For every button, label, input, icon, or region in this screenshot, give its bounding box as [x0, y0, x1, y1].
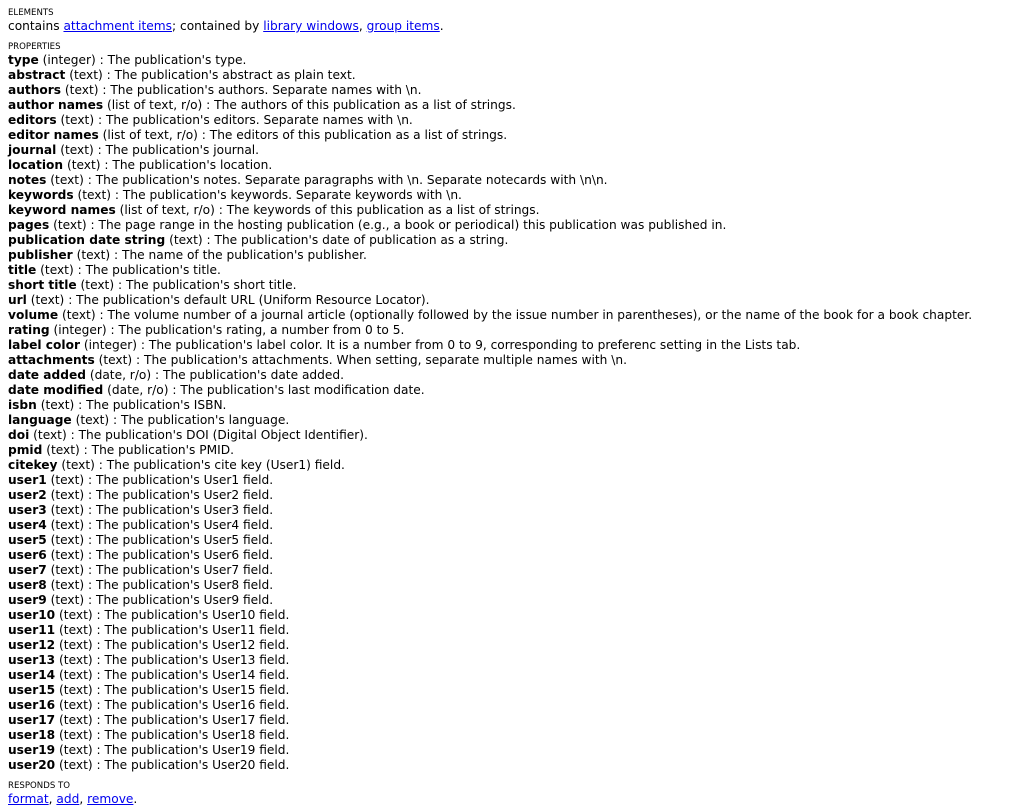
property-description: : The publication's User18 field. [92, 728, 290, 742]
contained-by-text: ; contained by [172, 19, 264, 33]
property-type: (list of text, r/o) [107, 98, 203, 112]
property-type: (text) [50, 488, 85, 502]
property-description: : The publication's PMID. [79, 443, 234, 457]
group-items-link[interactable]: group items [366, 19, 440, 33]
property-type: (text) [59, 713, 93, 727]
property-row [8, 428, 1032, 443]
property-type: (text) [46, 443, 80, 457]
property-type: (text) [59, 608, 93, 622]
property-description: : The publication's User15 field. [92, 683, 290, 697]
property-name: authors [8, 83, 62, 97]
property-name: keywords [8, 188, 74, 202]
property-row [8, 173, 1032, 188]
property-description: : The publication's editors. Separate names with \n. [94, 113, 413, 127]
elements-end: . [439, 19, 444, 33]
property-type: (text) [59, 623, 93, 637]
property-row [8, 638, 1032, 653]
property-row [8, 743, 1032, 758]
property-name: user13 [8, 653, 56, 667]
property-type: (text) [75, 413, 110, 427]
property-name: user1 [8, 473, 47, 487]
property-name: keyword names [8, 203, 116, 217]
property-type: (text) [69, 68, 103, 82]
property-type: (text) [66, 158, 101, 172]
property-row [8, 533, 1032, 548]
property-type: (text) [40, 398, 75, 412]
property-name: location [8, 158, 64, 172]
property-row [8, 473, 1032, 488]
property-name: pmid [8, 443, 43, 457]
property-type: (text) [59, 758, 93, 772]
property-type: (text) [30, 293, 65, 307]
property-description: : The keywords of this publication as a list of strings. [214, 203, 540, 217]
property-description: : The authors of this publication as a list of strings. [202, 98, 516, 112]
property-description: : The publication's cite key (User1) field. [94, 458, 345, 472]
property-description: : The publication's User10 field. [92, 608, 290, 622]
property-row [8, 503, 1032, 518]
property-type: (text) [50, 548, 85, 562]
property-row [8, 83, 1032, 98]
property-description: : The publication's User11 field. [92, 623, 290, 637]
property-description: : The publication's User13 field. [92, 653, 290, 667]
property-description: : The publication's last modification date. [168, 383, 425, 397]
property-type: (text) [60, 113, 95, 127]
property-name: attachments [8, 353, 95, 367]
property-name: doi [8, 428, 30, 442]
property-row [8, 263, 1032, 278]
property-name: user7 [8, 563, 47, 577]
property-name: user5 [8, 533, 47, 547]
property-row [8, 668, 1032, 683]
property-type: (list of text, r/o) [102, 128, 198, 142]
property-type: (text) [80, 278, 115, 292]
property-row [8, 143, 1032, 158]
property-description: : The publication's title. [73, 263, 221, 277]
property-type: (text) [98, 353, 133, 367]
property-row [8, 128, 1032, 143]
property-name: title [8, 263, 37, 277]
property-type: (integer) [53, 323, 107, 337]
property-name: user16 [8, 698, 56, 712]
property-type: (text) [59, 743, 93, 757]
property-description: : The publication's abstract as plain text. [102, 68, 356, 82]
properties-heading: PROPERTIES [8, 42, 61, 52]
link-separator: , [79, 792, 88, 806]
elements-heading: ELEMENTS [8, 8, 54, 18]
property-type: (text) [50, 518, 85, 532]
property-row [8, 53, 1032, 68]
property-name: date added [8, 368, 86, 382]
property-row [8, 383, 1032, 398]
property-name: user10 [8, 608, 56, 622]
property-row [8, 98, 1032, 113]
property-description: : The publication's ISBN. [74, 398, 227, 412]
property-row [8, 233, 1032, 248]
property-type: (text) [76, 248, 111, 262]
property-description: : The publication's User7 field. [84, 563, 274, 577]
property-name: notes [8, 173, 47, 187]
link-separator: , [358, 19, 367, 33]
property-description: : The publication's User4 field. [84, 518, 274, 532]
property-description: : The publication's type. [95, 53, 247, 67]
property-name: user19 [8, 743, 56, 757]
property-description: : The publication's User8 field. [84, 578, 274, 592]
property-name: citekey [8, 458, 58, 472]
property-type: (text) [50, 563, 85, 577]
property-type: (text) [77, 188, 112, 202]
property-name: user18 [8, 728, 56, 742]
property-row [8, 728, 1032, 743]
property-row [8, 338, 1032, 353]
property-row [8, 443, 1032, 458]
add-link[interactable]: add [56, 792, 80, 806]
property-description: : The publication's short title. [114, 278, 297, 292]
property-name: rating [8, 323, 50, 337]
property-description: : The publication's rating, a number from 0 to 5. [106, 323, 405, 337]
property-type: (text) [59, 653, 93, 667]
property-description: : The publication's User14 field. [92, 668, 290, 682]
property-description: : The publication's language. [109, 413, 290, 427]
property-row [8, 683, 1032, 698]
property-name: user2 [8, 488, 47, 502]
property-name: publisher [8, 248, 73, 262]
property-name: date modified [8, 383, 104, 397]
property-list [8, 53, 1032, 773]
responds-line [8, 792, 1032, 807]
property-description: : The publication's date of publication as a string. [202, 233, 509, 247]
property-type: (integer) [42, 53, 96, 67]
property-name: author names [8, 98, 104, 112]
property-description: : The publication's notes. Separate paragraphs with \n. Separate notecards with \n\n. [83, 173, 608, 187]
property-name: editor names [8, 128, 99, 142]
property-type: (text) [50, 578, 85, 592]
property-description: : The publication's default URL (Uniform Resource Locator). [64, 293, 430, 307]
property-type: (text) [40, 263, 74, 277]
property-row [8, 413, 1032, 428]
property-type: (text) [50, 473, 85, 487]
property-name: user3 [8, 503, 47, 517]
property-name: short title [8, 278, 77, 292]
property-row [8, 113, 1032, 128]
property-description: : The publication's location. [100, 158, 273, 172]
property-description: : The publication's User16 field. [92, 698, 290, 712]
property-name: user12 [8, 638, 56, 652]
responds-end: . [133, 792, 138, 806]
property-name: user8 [8, 578, 47, 592]
property-description: : The publication's User19 field. [92, 743, 290, 757]
property-type: (text) [61, 458, 95, 472]
property-row [8, 623, 1032, 638]
property-type: (text) [50, 593, 85, 607]
property-row [8, 248, 1032, 263]
property-name: user6 [8, 548, 47, 562]
property-row [8, 563, 1032, 578]
property-type: (date, r/o) [107, 383, 169, 397]
library-windows-link[interactable]: library windows [263, 19, 359, 33]
property-name: label color [8, 338, 80, 352]
property-description: : The publication's User6 field. [84, 548, 274, 562]
property-row [8, 593, 1032, 608]
property-row [8, 353, 1032, 368]
format-link[interactable]: format [8, 792, 49, 806]
property-name: user15 [8, 683, 56, 697]
contains-text: contains [8, 19, 64, 33]
property-type: (text) [64, 83, 99, 97]
property-description: : The publication's User17 field. [92, 713, 290, 727]
property-type: (text) [59, 668, 93, 682]
property-row [8, 653, 1032, 668]
property-description: : The publication's keywords. Separate keywords with \n. [111, 188, 462, 202]
property-description: : The publication's User20 field. [92, 758, 290, 772]
property-description: : The publication's User1 field. [84, 473, 274, 487]
property-name: type [8, 53, 39, 67]
property-name: url [8, 293, 27, 307]
elements-line [8, 19, 1032, 34]
property-row [8, 158, 1032, 173]
property-type: (integer) [83, 338, 138, 352]
property-type: (text) [50, 503, 85, 517]
property-description: : The publication's authors. Separate names with \n. [98, 83, 422, 97]
property-row [8, 458, 1032, 473]
property-row [8, 518, 1032, 533]
property-row [8, 368, 1032, 383]
property-name: abstract [8, 68, 66, 82]
property-type: (text) [53, 218, 87, 232]
property-row [8, 398, 1032, 413]
property-name: language [8, 413, 72, 427]
link-separator: , [48, 792, 57, 806]
property-description: : The editors of this publication as a list of strings. [197, 128, 508, 142]
property-row [8, 188, 1032, 203]
property-description: : The name of the publication's publisher. [110, 248, 367, 262]
property-row [8, 68, 1032, 83]
property-description: : The publication's User2 field. [84, 488, 274, 502]
property-description: : The publication's label color. It is a number from 0 to 9, corresponding to preferenc setting in the Lists tab. [137, 338, 801, 352]
property-name: user4 [8, 518, 47, 532]
property-row [8, 278, 1032, 293]
property-row [8, 323, 1032, 338]
property-name: journal [8, 143, 57, 157]
property-description: : The publication's date added. [151, 368, 344, 382]
property-type: (text) [59, 728, 93, 742]
property-row [8, 578, 1032, 593]
property-type: (text) [33, 428, 67, 442]
property-name: volume [8, 308, 59, 322]
property-row [8, 488, 1032, 503]
property-type: (text) [50, 173, 84, 187]
property-row [8, 218, 1032, 233]
property-name: pages [8, 218, 50, 232]
property-description: : The publication's User3 field. [84, 503, 274, 517]
attachment-items-link[interactable]: attachment items [63, 19, 173, 33]
property-row [8, 548, 1032, 563]
property-type: (text) [62, 308, 96, 322]
property-type: (text) [60, 143, 94, 157]
property-type: (text) [169, 233, 203, 247]
remove-link[interactable]: remove [87, 792, 134, 806]
property-name: user17 [8, 713, 56, 727]
property-description: : The publication's User5 field. [84, 533, 274, 547]
property-name: user14 [8, 668, 56, 682]
property-description: : The publication's journal. [93, 143, 260, 157]
property-description: : The volume number of a journal article (optionally followed by the issue number in parentheses), or the name of the book for a book chapter. [95, 308, 973, 322]
property-name: user11 [8, 623, 56, 637]
property-name: isbn [8, 398, 37, 412]
property-description: : The publication's attachments. When setting, separate multiple names with \n. [132, 353, 627, 367]
property-type: (date, r/o) [89, 368, 152, 382]
property-row [8, 608, 1032, 623]
property-description: : The publication's User9 field. [84, 593, 274, 607]
property-name: user20 [8, 758, 56, 772]
property-row [8, 293, 1032, 308]
property-row [8, 713, 1032, 728]
property-row [8, 698, 1032, 713]
property-row [8, 758, 1032, 773]
property-description: : The page range in the hosting publication (e.g., a book or periodical) this publication was published in. [86, 218, 727, 232]
property-name: user9 [8, 593, 47, 607]
property-type: (text) [50, 533, 85, 547]
property-row [8, 308, 1032, 323]
property-description: : The publication's DOI (Digital Object Identifier). [66, 428, 368, 442]
property-type: (text) [59, 698, 93, 712]
property-type: (list of text, r/o) [119, 203, 215, 217]
property-name: publication date string [8, 233, 166, 247]
responds-heading: RESPONDS TO [8, 781, 71, 791]
property-name: editors [8, 113, 57, 127]
property-type: (text) [59, 683, 93, 697]
property-description: : The publication's User12 field. [92, 638, 290, 652]
property-row [8, 203, 1032, 218]
property-type: (text) [59, 638, 93, 652]
